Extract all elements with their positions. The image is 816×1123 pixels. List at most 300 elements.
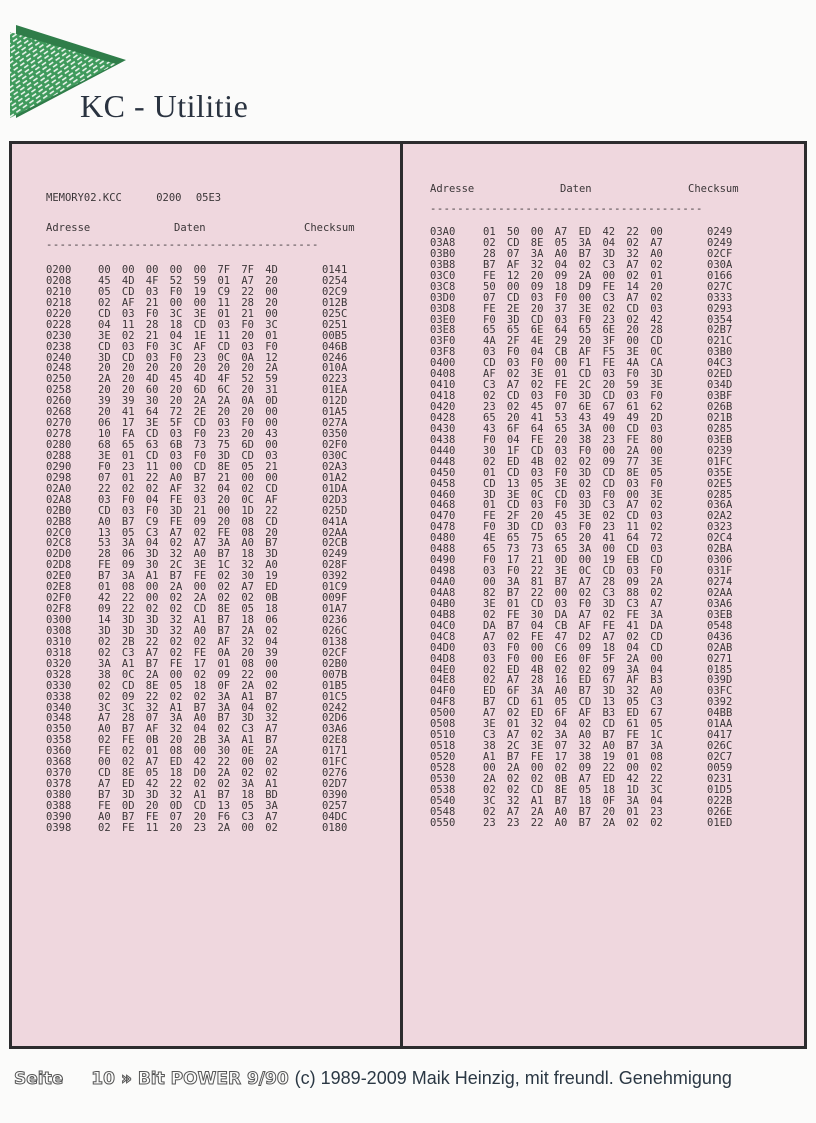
byte-value: 02: [241, 592, 254, 605]
byte-value: A0: [602, 740, 616, 753]
row-checksum: 01D5: [707, 783, 733, 796]
byte-value: 04: [530, 346, 544, 359]
byte-value: 20: [241, 329, 254, 342]
byte-value: 20: [169, 734, 183, 747]
byte-value: 64: [626, 532, 639, 545]
byte-value: C9: [145, 515, 159, 528]
byte-value: 4F: [145, 274, 159, 287]
byte-value: 18: [602, 641, 616, 654]
row-checksum: 0392: [707, 696, 733, 709]
byte-value: 2A: [145, 668, 159, 681]
row-address: 03A8: [430, 236, 456, 249]
byte-value: 32: [193, 482, 207, 495]
byte-value: 3A: [554, 729, 568, 742]
row-checksum: 0138: [322, 635, 348, 648]
byte-value: CD: [506, 499, 520, 512]
byte-value: A7: [98, 712, 111, 725]
byte-value: 3D: [578, 499, 592, 512]
byte-value: 32: [626, 247, 639, 260]
byte-value: 02: [554, 455, 568, 468]
byte-value: A7: [506, 674, 520, 687]
row-address: 0230: [46, 329, 72, 342]
byte-value: 6E: [578, 401, 592, 413]
byte-value: 05: [98, 285, 111, 298]
row-address: 0218: [46, 296, 72, 309]
byte-value: 0A: [217, 646, 231, 659]
byte-value: CD: [121, 285, 135, 298]
column-divider: [400, 141, 403, 1049]
row-address: 0270: [46, 417, 72, 430]
byte-value: F0: [554, 390, 568, 403]
byte-value: CD: [626, 543, 639, 556]
byte-value: 6C: [217, 384, 231, 397]
byte-value: 20: [602, 805, 616, 818]
byte-value: 05: [650, 718, 663, 731]
byte-value: DA: [650, 619, 663, 632]
row-checksum: 02D3: [322, 493, 348, 506]
byte-value: A7: [506, 805, 520, 818]
byte-value: 04: [602, 236, 616, 249]
row-bytes: [98, 342, 289, 353]
byte-value: 2A: [626, 652, 639, 665]
byte-value: 07: [169, 810, 183, 823]
byte-value: 2A: [193, 592, 207, 605]
row-address: 03B0: [430, 247, 456, 260]
byte-value: 13: [506, 477, 520, 490]
byte-value: 3E: [483, 718, 496, 731]
byte-value: B7: [217, 712, 231, 725]
byte-value: 32: [241, 635, 254, 648]
byte-value: A0: [650, 247, 663, 260]
byte-value: 02: [530, 772, 544, 785]
row-bytes: [98, 320, 289, 331]
byte-value: C3: [602, 586, 616, 599]
byte-value: 32: [169, 614, 183, 626]
row-checksum: 01A2: [322, 471, 348, 484]
row-checksum: 02C7: [707, 751, 733, 763]
row-checksum: 01C5: [322, 690, 348, 703]
header-address: Adresse: [430, 183, 475, 195]
byte-value: 3C: [483, 794, 496, 807]
byte-value: 17: [554, 751, 568, 763]
byte-value: 22: [530, 565, 544, 578]
byte-value: 0B: [145, 734, 159, 747]
row-address: 0258: [46, 384, 72, 397]
byte-value: F0: [483, 313, 496, 326]
byte-value: 22: [241, 668, 254, 681]
byte-value: 20: [241, 406, 254, 419]
byte-value: 20: [169, 362, 183, 375]
byte-value: 20: [169, 821, 183, 834]
row-address: 03E8: [430, 324, 456, 337]
byte-value: 3D: [121, 614, 135, 626]
byte-value: 6E: [530, 324, 544, 337]
byte-value: 07: [506, 247, 520, 260]
byte-value: FE: [121, 734, 135, 747]
byte-value: 22: [145, 471, 159, 484]
byte-value: 03: [554, 521, 568, 534]
row-checksum: 0249: [322, 548, 348, 561]
byte-value: 17: [506, 554, 520, 567]
byte-value: 43: [483, 422, 496, 435]
byte-value: 75: [217, 439, 231, 451]
byte-value: 2E: [506, 302, 520, 315]
row-checksum: 02A3: [322, 460, 348, 473]
row-address: 0440: [430, 444, 456, 457]
row-address: 0418: [430, 390, 456, 403]
byte-value: 2A: [483, 772, 496, 785]
byte-value: 09: [98, 603, 111, 616]
row-checksum: 0271: [707, 652, 733, 665]
byte-value: 21: [145, 296, 159, 309]
byte-value: 03: [121, 340, 135, 353]
row-address: 0260: [46, 395, 72, 408]
byte-value: CD: [530, 521, 544, 534]
byte-value: 0D: [121, 799, 135, 812]
byte-value: ED: [506, 663, 520, 676]
byte-value: 00: [145, 581, 159, 594]
byte-value: 01: [217, 657, 231, 670]
byte-value: 65: [483, 411, 496, 424]
magazine-name: » Bit POWER 9/90: [120, 1069, 289, 1089]
byte-value: 3D: [578, 390, 592, 403]
row-checksum: 022B: [707, 794, 733, 807]
row-address: 0208: [46, 274, 72, 287]
byte-value: 00: [626, 488, 639, 501]
byte-value: 18: [169, 318, 183, 331]
byte-value: B7: [121, 723, 135, 736]
byte-value: 02: [483, 236, 496, 249]
row-address: 0220: [46, 307, 72, 320]
byte-value: 23: [602, 521, 616, 534]
byte-value: F0: [145, 504, 159, 517]
byte-value: 01: [554, 368, 568, 381]
row-checksum: 02CF: [707, 247, 733, 260]
row-checksum: 0354: [707, 313, 733, 326]
byte-value: CD: [530, 597, 544, 610]
byte-value: 04: [650, 794, 663, 807]
byte-value: 03: [193, 493, 207, 506]
byte-value: 3E: [145, 417, 159, 430]
byte-value: 02: [506, 630, 520, 643]
byte-value: 30: [217, 745, 231, 758]
byte-value: F0: [506, 565, 520, 578]
byte-value: 2A: [530, 805, 544, 818]
byte-value: A0: [169, 471, 183, 484]
row-address: 02F8: [46, 603, 72, 616]
byte-value: 3D: [121, 789, 135, 801]
byte-value: 00: [578, 291, 592, 304]
byte-value: F0: [578, 521, 592, 534]
byte-value: FE: [554, 379, 568, 392]
right-separator: ----------------------------------------: [430, 203, 703, 215]
byte-value: 1C: [217, 559, 231, 572]
start-address: 0200: [156, 192, 182, 204]
row-checksum: 026B: [707, 401, 733, 413]
byte-value: 13: [217, 799, 231, 812]
byte-value: 21: [145, 329, 159, 342]
byte-value: 23: [483, 401, 496, 413]
byte-value: 3E: [193, 559, 207, 572]
byte-value: 61: [626, 718, 639, 731]
byte-value: B7: [602, 729, 616, 742]
row-address: 0478: [430, 521, 456, 534]
byte-value: 02: [578, 718, 592, 731]
byte-value: F0: [483, 433, 496, 446]
byte-value: ED: [602, 772, 616, 785]
byte-value: 03: [265, 449, 278, 462]
byte-value: 8E: [217, 460, 231, 473]
byte-value: 17: [193, 657, 207, 670]
byte-value: ED: [578, 226, 592, 238]
row-checksum: 0285: [707, 488, 733, 501]
byte-value: 21: [530, 554, 544, 567]
byte-value: 03: [483, 641, 496, 654]
row-address: 0460: [430, 488, 456, 501]
byte-value: 00: [193, 745, 207, 758]
byte-value: 20: [265, 296, 278, 309]
byte-value: 08: [169, 745, 183, 758]
byte-value: 14: [98, 614, 111, 626]
byte-value: 68: [98, 439, 111, 451]
row-bytes: [98, 331, 289, 342]
byte-value: 67: [650, 707, 663, 720]
byte-value: FE: [483, 302, 496, 315]
byte-value: 3E: [554, 565, 568, 578]
byte-value: 22: [145, 690, 159, 703]
row-checksum: 02C4: [707, 532, 733, 545]
byte-value: 3D: [602, 597, 616, 610]
byte-value: 03: [169, 428, 183, 441]
byte-value: F0: [602, 488, 616, 501]
byte-value: 22: [241, 285, 254, 298]
byte-value: 28: [602, 576, 616, 588]
byte-value: F0: [98, 460, 111, 473]
byte-value: 00: [602, 543, 616, 556]
byte-value: F0: [554, 499, 568, 512]
byte-value: 01: [506, 597, 520, 610]
byte-value: 0D: [169, 799, 183, 812]
row-address: 0488: [430, 543, 456, 556]
byte-value: 3E: [578, 302, 592, 315]
row-checksum: 03BF: [707, 390, 733, 403]
row-address: 02F0: [46, 592, 72, 605]
row-address: 0510: [430, 729, 456, 742]
row-address: 0390: [46, 810, 72, 823]
byte-value: 6B: [169, 439, 183, 451]
byte-value: 43: [578, 411, 592, 424]
byte-value: 3A: [217, 734, 231, 747]
byte-value: 2A: [98, 373, 111, 386]
byte-value: FE: [626, 433, 639, 446]
byte-value: 28: [241, 296, 254, 309]
byte-value: AF: [578, 707, 592, 720]
row-address: 04C0: [430, 619, 456, 632]
byte-value: 03: [483, 346, 496, 359]
byte-value: ED: [506, 455, 520, 468]
byte-value: 2A: [241, 624, 254, 637]
byte-value: 02: [217, 581, 231, 594]
row-address: 0470: [430, 510, 456, 523]
byte-value: 73: [506, 543, 520, 556]
byte-value: 02: [483, 783, 496, 796]
row-checksum: 02D7: [322, 778, 348, 791]
row-address: 02E0: [46, 570, 72, 583]
row-checksum: 0249: [707, 226, 733, 238]
row-address: 03E0: [430, 313, 456, 326]
byte-value: 11: [121, 318, 135, 331]
row-checksum: 0254: [322, 274, 348, 287]
byte-value: 3A: [578, 422, 592, 435]
row-address: 0200: [46, 264, 72, 276]
byte-value: CD: [145, 428, 159, 441]
byte-value: 00: [578, 554, 592, 567]
row-address: 02B0: [46, 504, 72, 517]
byte-value: 2C: [578, 379, 592, 392]
row-checksum: 0350: [322, 428, 348, 441]
byte-value: 03: [169, 449, 183, 462]
byte-value: CD: [578, 368, 592, 381]
byte-value: 3E: [650, 455, 663, 468]
byte-value: 0C: [530, 488, 544, 501]
byte-value: 3D: [98, 624, 111, 637]
byte-value: 8E: [145, 679, 159, 692]
row-checksum: 01EA: [322, 384, 348, 397]
byte-value: FE: [98, 559, 111, 572]
byte-value: 45: [98, 274, 111, 287]
byte-value: B7: [169, 570, 183, 583]
byte-value: 28: [483, 247, 496, 260]
byte-value: 50: [483, 280, 496, 293]
byte-value: 00: [193, 264, 207, 276]
byte-value: FE: [169, 493, 183, 506]
byte-value: A1: [530, 794, 544, 807]
byte-value: A0: [98, 810, 111, 823]
byte-value: 05: [121, 526, 135, 539]
byte-value: 2B: [121, 635, 135, 648]
byte-value: B7: [98, 570, 111, 583]
row-checksum: 007B: [322, 668, 348, 681]
byte-value: 62: [650, 401, 663, 413]
byte-value: 20: [98, 406, 111, 419]
row-address: 04E0: [430, 663, 456, 676]
byte-value: ED: [626, 707, 639, 720]
row-address: 02C0: [46, 526, 72, 539]
byte-value: FE: [217, 526, 231, 539]
row-address: 04B0: [430, 597, 456, 610]
byte-value: 02: [483, 805, 496, 818]
byte-value: B7: [578, 247, 592, 260]
row-address: 0240: [46, 351, 72, 364]
byte-value: 45: [530, 401, 544, 413]
row-address: 04B8: [430, 608, 456, 621]
byte-value: D0: [193, 767, 207, 780]
byte-value: CD: [241, 449, 254, 462]
byte-value: 0E: [241, 745, 254, 758]
byte-value: CD: [265, 515, 278, 528]
byte-value: 20: [554, 433, 568, 446]
byte-value: 60: [145, 384, 159, 397]
row-checksum: 0239: [707, 444, 733, 457]
byte-value: 00: [506, 280, 520, 293]
byte-value: 18: [169, 767, 183, 780]
row-bytes: [483, 479, 674, 490]
byte-value: 4E: [483, 532, 496, 545]
byte-value: 02: [506, 772, 520, 785]
byte-value: 3D: [98, 351, 111, 364]
row-checksum: 02CF: [322, 646, 348, 659]
byte-value: F0: [145, 307, 159, 320]
byte-value: B7: [193, 701, 207, 714]
byte-value: B7: [98, 789, 111, 801]
byte-value: 02: [650, 816, 663, 829]
byte-value: 22: [626, 226, 639, 238]
byte-value: F0: [578, 313, 592, 326]
byte-value: CD: [193, 417, 207, 430]
row-address: 03C8: [430, 280, 456, 293]
row-address: 0360: [46, 745, 72, 758]
byte-value: B7: [506, 619, 520, 632]
byte-value: 02: [626, 816, 639, 829]
byte-value: 20: [193, 362, 207, 375]
row-address: 0508: [430, 718, 456, 731]
byte-value: 09: [217, 668, 231, 681]
byte-value: CD: [626, 422, 639, 435]
byte-value: 02: [145, 482, 159, 495]
row-bytes: [483, 468, 674, 479]
byte-value: F0: [554, 291, 568, 304]
row-address: 0498: [430, 565, 456, 578]
byte-value: F1: [578, 357, 592, 370]
byte-value: 03: [650, 543, 663, 556]
byte-value: 2A: [193, 395, 207, 408]
end-address: 05E3: [195, 192, 222, 204]
byte-value: 02: [217, 570, 231, 583]
row-address: 0248: [46, 362, 72, 375]
byte-value: CD: [217, 340, 231, 353]
byte-value: 41: [121, 406, 135, 419]
byte-value: 00: [241, 471, 254, 484]
byte-value: 06: [98, 417, 111, 430]
byte-value: 1D: [241, 504, 254, 517]
row-address: 04A0: [430, 576, 456, 588]
byte-value: A1: [193, 789, 207, 801]
byte-value: DA: [483, 619, 496, 632]
byte-value: 03: [506, 357, 520, 370]
byte-value: 0C: [650, 346, 663, 359]
byte-value: AF: [121, 296, 135, 309]
byte-value: 65: [554, 422, 568, 435]
byte-value: 04: [506, 433, 520, 446]
byte-value: 45: [554, 510, 568, 523]
byte-value: D2: [578, 630, 592, 643]
byte-value: 23: [217, 428, 231, 441]
byte-value: 3D: [145, 789, 159, 801]
byte-value: 11: [217, 296, 231, 309]
byte-value: 3A: [217, 701, 231, 714]
row-checksum: 00B5: [322, 329, 348, 342]
byte-value: 00: [145, 592, 159, 605]
byte-value: 03: [217, 417, 231, 430]
byte-value: 22: [265, 504, 278, 517]
byte-value: 02: [241, 482, 254, 495]
byte-value: C3: [602, 291, 616, 304]
byte-value: 00: [265, 668, 278, 681]
byte-value: FE: [626, 729, 639, 742]
byte-value: 11: [626, 521, 639, 534]
byte-value: 2C: [169, 559, 183, 572]
byte-value: 73: [530, 543, 544, 556]
